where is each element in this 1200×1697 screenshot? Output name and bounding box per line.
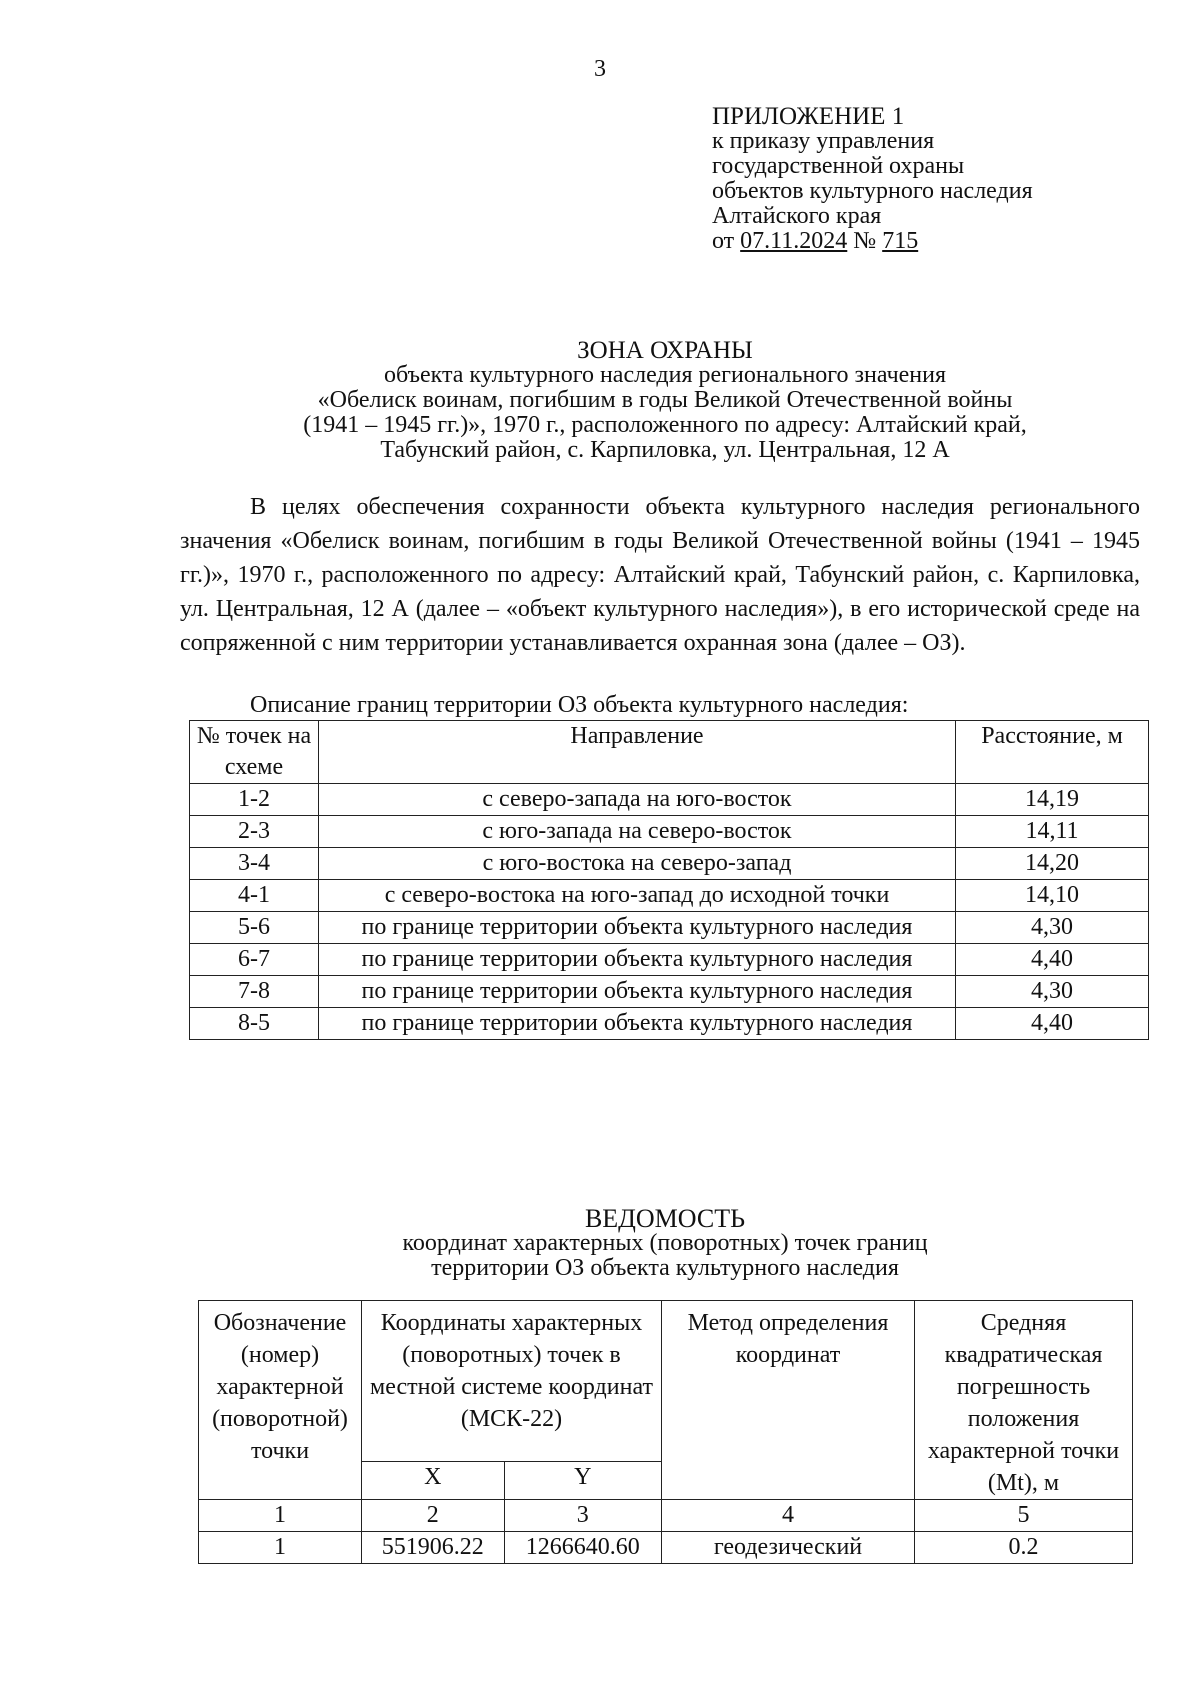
header-y: Y bbox=[504, 1461, 661, 1499]
distance-cell: 4,40 bbox=[956, 1008, 1149, 1040]
distance-cell: 4,30 bbox=[956, 976, 1149, 1008]
zone-subtitle-line: «Обелиск воинам, погибшим в годы Великой Отечественной войны bbox=[317, 387, 1013, 413]
column-number: 5 bbox=[915, 1500, 1133, 1532]
boundary-table bbox=[189, 720, 1149, 1040]
table-row bbox=[190, 912, 1149, 944]
points-cell: 3-4 bbox=[190, 848, 319, 880]
direction-cell: по границе территории объекта культурного наследия bbox=[319, 912, 956, 944]
table-row bbox=[190, 880, 1149, 912]
x-cell: 551906.22 bbox=[362, 1532, 505, 1564]
direction-cell: с юго-востока на северо-запад bbox=[319, 848, 956, 880]
direction-cell: по границе территории объекта культурного наследия bbox=[319, 1008, 956, 1040]
points-cell: 2-3 bbox=[190, 816, 319, 848]
date-prefix: от bbox=[712, 228, 735, 254]
table-row bbox=[190, 784, 1149, 816]
table-row bbox=[190, 1008, 1149, 1040]
distance-cell: 4,40 bbox=[956, 944, 1149, 976]
table-row bbox=[190, 976, 1149, 1008]
column-number: 4 bbox=[662, 1500, 915, 1532]
appendix-line: к приказу управления bbox=[712, 128, 935, 154]
table-row bbox=[190, 944, 1149, 976]
header-points: № точек на схеме bbox=[190, 721, 319, 784]
order-number: 715 bbox=[882, 228, 919, 254]
vedomost-subtitle-line: территории ОЗ объекта культурного наследия bbox=[431, 1255, 899, 1281]
method-cell: геодезический bbox=[662, 1532, 915, 1564]
direction-cell: с северо-востока на юго-запад до исходной точки bbox=[319, 880, 956, 912]
table-row bbox=[199, 1532, 1133, 1564]
zone-subtitle-line: (1941 – 1945 гг.)», 1970 г., расположенного по адресу: Алтайский край, bbox=[303, 412, 1027, 438]
direction-cell: по границе территории объекта культурного наследия bbox=[319, 944, 956, 976]
vedomost-title: ВЕДОМОСТЬ bbox=[584, 1204, 746, 1233]
vedomost-header bbox=[180, 1206, 1150, 1281]
header-designation: Обозначение (номер) характерной (поворотной) точки bbox=[199, 1301, 362, 1500]
zone-title: ЗОНА ОХРАНЫ bbox=[577, 337, 753, 364]
number-sign: № bbox=[853, 228, 877, 254]
header-x: X bbox=[362, 1461, 505, 1499]
distance-cell: 4,30 bbox=[956, 912, 1149, 944]
points-cell: 8-5 bbox=[190, 1008, 319, 1040]
direction-cell: с северо-запада на юго-восток bbox=[319, 784, 956, 816]
distance-cell: 14,20 bbox=[956, 848, 1149, 880]
appendix-title: ПРИЛОЖЕНИЕ 1 bbox=[712, 103, 905, 130]
distance-cell: 14,10 bbox=[956, 880, 1149, 912]
table-row bbox=[190, 816, 1149, 848]
coordinates-table bbox=[198, 1300, 1133, 1564]
column-number: 3 bbox=[504, 1500, 661, 1532]
direction-cell: с юго-запада на северо-восток bbox=[319, 816, 956, 848]
order-date: 07.11.2024 bbox=[740, 228, 848, 254]
zone-subtitle-line: объекта культурного наследия регионального значения bbox=[383, 362, 947, 388]
points-cell: 7-8 bbox=[190, 976, 319, 1008]
appendix-block bbox=[712, 104, 1033, 254]
zone-header bbox=[180, 338, 1150, 463]
header-distance: Расстояние, м bbox=[956, 721, 1149, 784]
column-number: 1 bbox=[199, 1500, 362, 1532]
appendix-line: Алтайского края bbox=[712, 203, 882, 229]
header-method: Метод определения координат bbox=[662, 1301, 915, 1500]
direction-cell: по границе территории объекта культурного наследия bbox=[319, 976, 956, 1008]
header-error: Средняя квадратическая погрешность положения характерной точки (Mt), м bbox=[915, 1301, 1133, 1500]
header-direction: Направление bbox=[319, 721, 956, 784]
table-header-row bbox=[190, 721, 1149, 784]
page-number: 3 bbox=[594, 56, 606, 82]
y-cell: 1266640.60 bbox=[504, 1532, 661, 1564]
appendix-date-line bbox=[712, 229, 1033, 254]
points-cell: 5-6 bbox=[190, 912, 319, 944]
error-cell: 0.2 bbox=[915, 1532, 1133, 1564]
appendix-line: объектов культурного наследия bbox=[712, 178, 1033, 204]
appendix-line: государственной охраны bbox=[712, 153, 965, 179]
boundary-table-caption: Описание границ территории ОЗ объекта культурного наследия: bbox=[250, 692, 909, 718]
header-coordinates: Координаты характерных (поворотных) точек в местной системе координат (МСК-22) bbox=[362, 1301, 662, 1462]
points-cell: 1-2 bbox=[190, 784, 319, 816]
table-row bbox=[190, 848, 1149, 880]
distance-cell: 14,11 bbox=[956, 816, 1149, 848]
point-cell: 1 bbox=[199, 1532, 362, 1564]
points-cell: 4-1 bbox=[190, 880, 319, 912]
vedomost-subtitle-line: координат характерных (поворотных) точек границ bbox=[402, 1230, 928, 1256]
points-cell: 6-7 bbox=[190, 944, 319, 976]
column-number: 2 bbox=[362, 1500, 505, 1532]
table-header-row bbox=[199, 1301, 1133, 1462]
intro-paragraph: В целях обеспечения сохранности объекта культурного наследия регионального значения «Обелиск воинам, погибшим в годы Великой Отечественной войны (1941 – 1945 гг.)», 1970 г., расположенного по адресу: Алтайский край, Табунский район, с. Карпиловка, ул. Центральная, 12 А (далее – «объект культурного наследия»), в его исторической среде на сопряженной с ним территории устанавливается охранная зона (далее – ОЗ). bbox=[180, 494, 1140, 656]
zone-subtitle-line: Табунский район, с. Карпиловка, ул. Центральная, 12 А bbox=[380, 437, 950, 463]
column-number-row bbox=[199, 1500, 1133, 1532]
distance-cell: 14,19 bbox=[956, 784, 1149, 816]
